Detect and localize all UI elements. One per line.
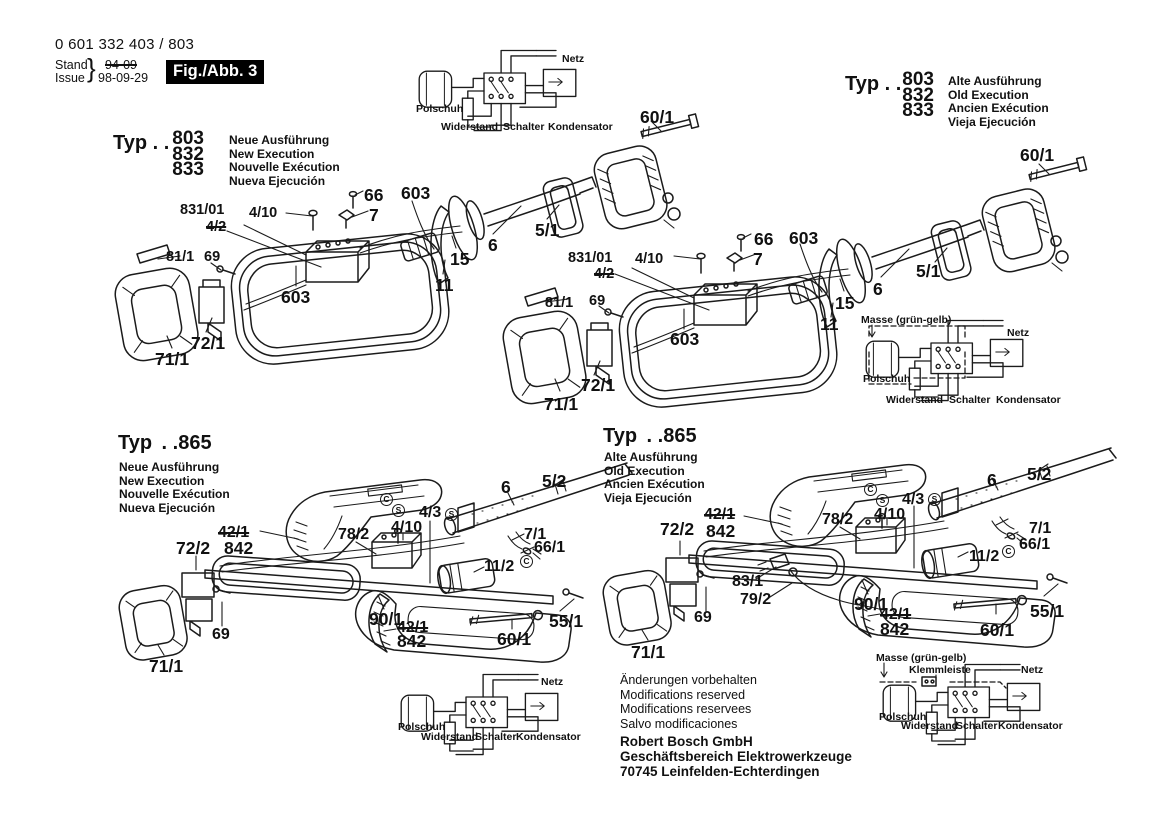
callout-72-2: 72/2 [660, 519, 695, 539]
marker-s-icon: S [445, 508, 458, 521]
callout-842: 842 [706, 521, 736, 541]
callout-7: 7 [753, 249, 763, 269]
callout-5-1: 5/1 [535, 220, 560, 240]
klemm-schematic-widerstand-label: Widerstand [901, 720, 959, 732]
callout-7-1: 7/1 [524, 526, 547, 543]
callout-66-1: 66/1 [534, 539, 566, 556]
callout-5-2: 5/2 [1027, 464, 1052, 484]
typ803-new-languages: Neue Ausführung New Execution Nouvelle Exécution Nueva Ejecución [229, 133, 340, 189]
callout-79-2: 79/2 [740, 591, 772, 608]
bottom-schematic-netz-label: Netz [541, 676, 564, 688]
callout-72-2: 72/2 [176, 538, 211, 558]
marker-c-icon: C [520, 555, 533, 568]
callout-6: 6 [873, 279, 883, 299]
callout-15: 15 [835, 293, 855, 313]
figure-label: Fig./Abb. 3 [166, 60, 264, 84]
callout-90-1: 90/1 [369, 609, 404, 629]
typ865-old-title: Typ . .865 [603, 425, 697, 447]
callout-842: 842 [397, 631, 427, 651]
callout-11: 11 [820, 314, 839, 334]
callout-842: 842 [880, 619, 910, 639]
callout-60-1: 60/1 [497, 629, 532, 649]
klemm-schematic-masse-label: Masse (grün-gelb) [876, 652, 967, 664]
callout-842: 842 [224, 538, 254, 558]
callout-71-1: 71/1 [155, 349, 190, 369]
callout-4-10: 4/10 [249, 205, 278, 221]
typ803-new-codes [160, 128, 204, 180]
callout-55-1: 55/1 [1030, 601, 1065, 621]
callout-81-1: 81/1 [166, 249, 195, 265]
callout-60-1: 60/1 [980, 620, 1015, 640]
callout-7: 7 [369, 205, 379, 225]
top-schematic-widerstand-label: Widerstand [441, 121, 499, 133]
marker-c-icon: C [380, 493, 393, 506]
part-number: 0 601 332 403 / 803 [55, 36, 195, 53]
callout-42-1: 42/1 [704, 506, 736, 523]
top-schematic-kondensator-label: Kondensator [548, 121, 613, 133]
masse-schematic-netz-label: Netz [1007, 327, 1030, 339]
marker-c-icon: C [864, 483, 877, 496]
typ803-old-codes: 803 832 833 [902, 69, 934, 121]
callout-831-01: 831/01 [568, 250, 613, 266]
klemm-schematic-polschuh-label: Polschuh [879, 711, 927, 723]
callout-11-2: 11/2 [484, 558, 515, 575]
klemm-schematic-klemmleiste-label: Klemmleiste [909, 664, 971, 676]
callout-4-3: 4/3 [902, 491, 925, 508]
klemm-schematic-netz-label: Netz [1021, 664, 1044, 676]
callout-81-1: 81/1 [545, 295, 574, 311]
schematic-top [419, 51, 576, 131]
brace-glyph: } [87, 53, 96, 83]
klemm-schematic-kondensator-label: Kondensator [998, 720, 1063, 732]
top-schematic-netz-label: Netz [562, 53, 585, 65]
callout-4-10: 4/10 [635, 251, 664, 267]
old-date: 94-09 [105, 58, 137, 72]
typ803-old-languages: Alte Ausführung Old Execution Ancien Exécution Vieja Ejecución [948, 74, 1049, 130]
callout-6: 6 [488, 235, 498, 255]
callout-5-2: 5/2 [542, 471, 567, 491]
callout-69: 69 [694, 609, 712, 626]
callout-83-1: 83/1 [732, 573, 764, 590]
type-code: 832 [172, 143, 204, 165]
masse-schematic-kondensator-label: Kondensator [996, 394, 1061, 406]
marker-s-icon: S [876, 494, 889, 507]
issue-date: 98-09-29 [98, 71, 149, 85]
callout-66: 66 [754, 229, 774, 249]
callout-71-1: 71/1 [149, 656, 184, 676]
typ865-old-languages: Alte Ausführung Old Execution Ancien Exécution Vieja Ejecución [604, 450, 705, 506]
callout-66: 66 [364, 185, 384, 205]
callout-69: 69 [589, 293, 606, 309]
callout-11-2: 11/2 [969, 548, 1000, 565]
callout-603-top: 603 [401, 183, 431, 203]
callout-6: 6 [987, 470, 997, 490]
marker-s-icon: S [392, 504, 405, 517]
typ803-old-prefix: Typ . . [845, 73, 902, 95]
company-address: Robert Bosch GmbH Geschäftsbereich Elektrowerkzeuge 70745 Leinfelden-Echterdingen [620, 734, 852, 780]
callout-11: 11 [435, 275, 454, 295]
masse-schematic-polschuh-label: Polschuh [863, 373, 911, 385]
callout-60-1: 60/1 [1020, 145, 1055, 165]
callout-4-10: 4/10 [874, 506, 906, 523]
masse-schematic-schalter-label: Schalter [949, 394, 991, 406]
callout-603-bottom: 603 [670, 329, 700, 349]
callout-5-1: 5/1 [916, 261, 941, 281]
callout-42-1: 42/1 [218, 524, 250, 541]
callout-78-2: 78/2 [822, 511, 854, 528]
callout-69: 69 [212, 626, 230, 643]
callout-15: 15 [450, 249, 470, 269]
callout-603-top: 603 [789, 228, 819, 248]
typ803-new-prefix: Typ . . [113, 132, 170, 154]
callout-4-2: 4/2 [206, 219, 227, 235]
issue-label: Issue [55, 71, 85, 85]
bottom-schematic-widerstand-label: Widerstand [421, 731, 479, 743]
callout-831-01: 831/01 [180, 202, 225, 218]
masse-schematic-masse-label: Masse (grün-gelb) [861, 314, 952, 326]
bottom-schematic-polschuh-label: Polschuh [398, 721, 446, 733]
callout-78-2: 78/2 [338, 526, 370, 543]
callout-603-bottom: 603 [281, 287, 311, 307]
callout-4-2: 4/2 [594, 266, 615, 282]
top-schematic-schalter-label: Schalter [503, 121, 545, 133]
diagram-803-old-art [500, 157, 1086, 411]
schematic-masse [866, 321, 1023, 401]
top-schematic-polschuh-label: Polschuh [416, 103, 464, 115]
marker-s-icon: S [928, 493, 941, 506]
callout-90-1: 90/1 [854, 594, 889, 614]
callout-71-1: 71/1 [631, 642, 666, 662]
typ865-new-title: Typ . .865 [118, 432, 212, 454]
schematic-klemmleiste [883, 665, 1040, 745]
bottom-schematic-kondensator-label: Kondensator [516, 731, 581, 743]
callout-66-1: 66/1 [1019, 536, 1051, 553]
type-code: 833 [172, 159, 204, 180]
callout-42-1: 42/1 [397, 619, 429, 636]
callout-4-3: 4/3 [419, 504, 442, 521]
callout-60-1: 60/1 [640, 107, 675, 127]
marker-c-icon: C [1002, 545, 1015, 558]
stand-label: Stand [55, 58, 88, 72]
callout-42-1: 42/1 [880, 606, 912, 623]
masse-schematic-widerstand-label: Widerstand [886, 394, 944, 406]
klemm-schematic-schalter-label: Schalter [956, 720, 998, 732]
bottom-schematic-schalter-label: Schalter [475, 731, 517, 743]
callout-72-1: 72/1 [191, 333, 226, 353]
callout-69: 69 [204, 249, 221, 265]
type-code: 803 [172, 128, 204, 149]
callout-71-1: 71/1 [544, 394, 579, 414]
typ865-new-languages: Neue Ausführung New Execution Nouvelle Exécution Nueva Ejecución [119, 460, 230, 516]
callout-55-1: 55/1 [549, 611, 584, 631]
callout-4-10: 4/10 [391, 519, 423, 536]
callout-6: 6 [501, 477, 511, 497]
callout-7-1: 7/1 [1029, 520, 1052, 537]
modifications-note: Änderungen vorbehalten Modifications reserved Modifications reservees Salvo modificaciones [620, 673, 757, 732]
callout-72-1: 72/1 [581, 375, 616, 395]
